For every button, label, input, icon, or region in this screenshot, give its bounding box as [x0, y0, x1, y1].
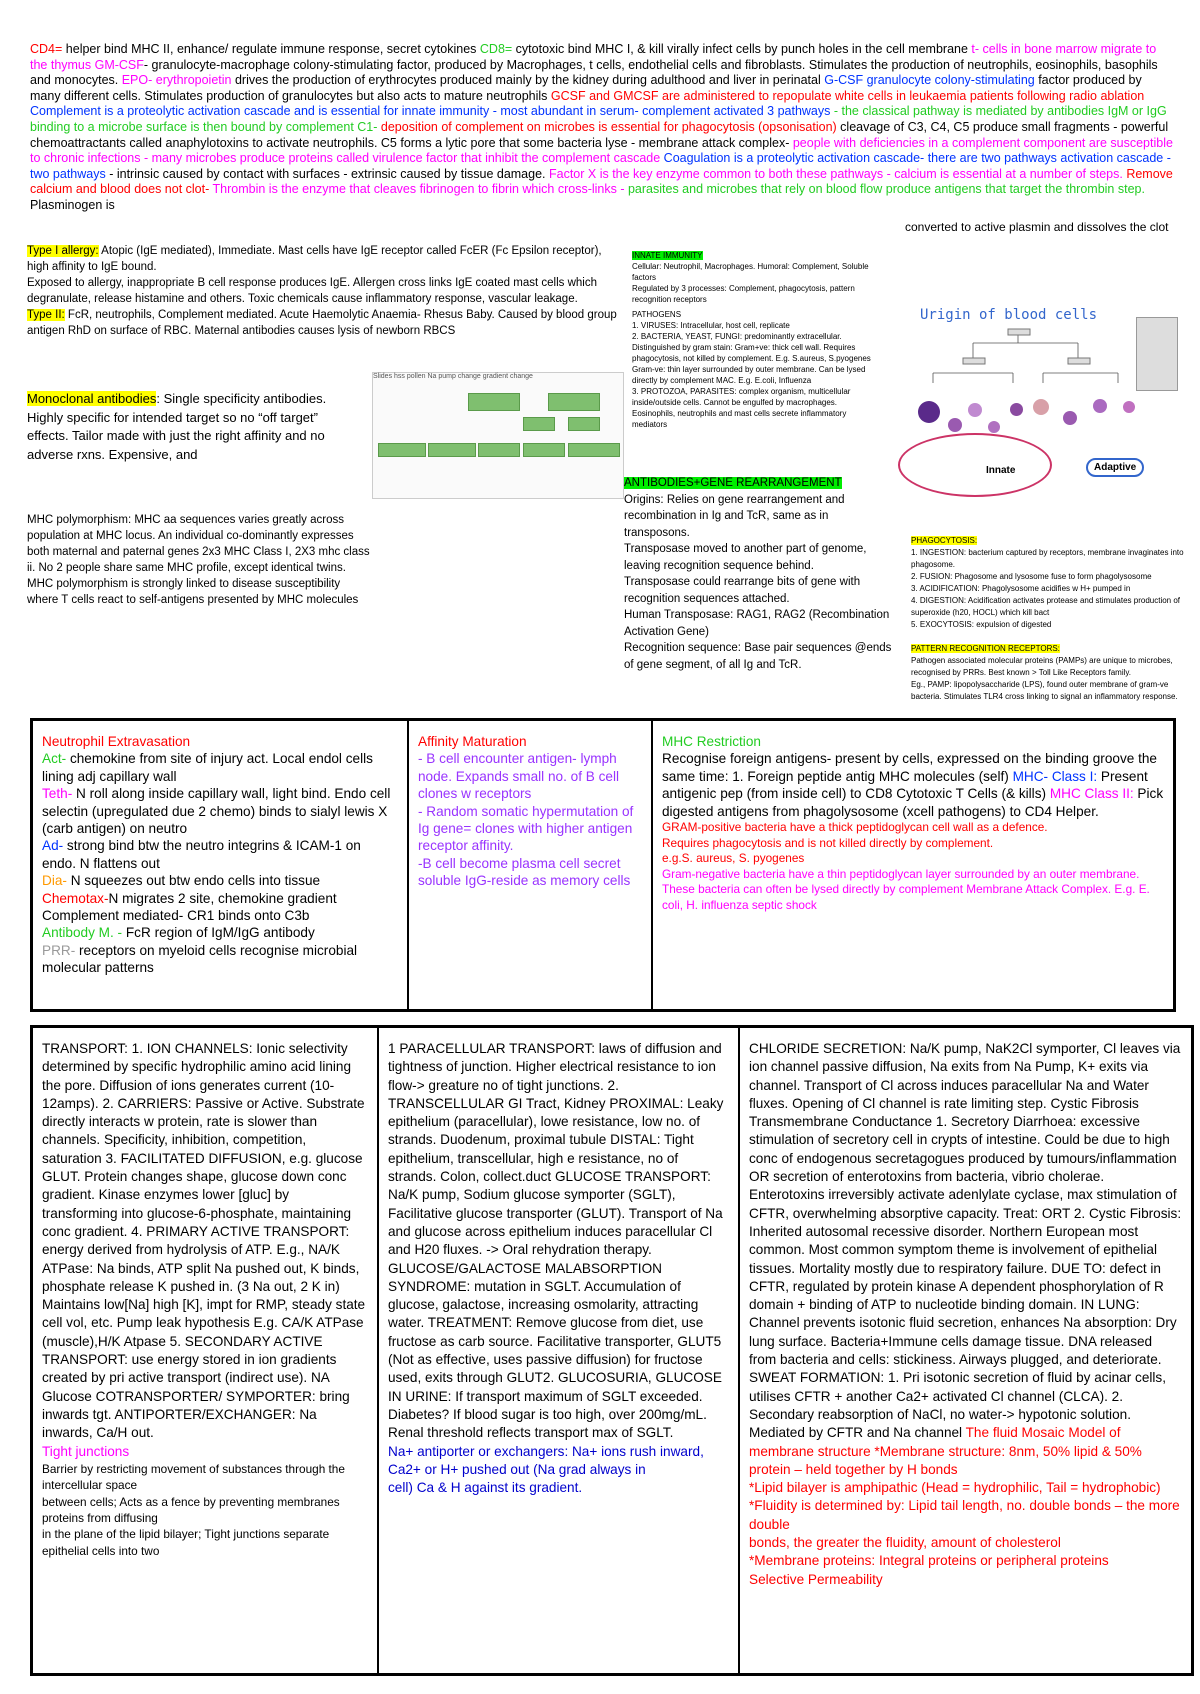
blood-cell — [1063, 411, 1077, 425]
innate-immunity: INNATE IMMUNITY Cellular: Neutrophil, Macrophages. Humoral: Complement, Soluble factors Regulated by 3 processes: Complement, phagocytosis, pattern recognition receptors PATHOGENS 1. VIRUSES: Intracellular, host cell, replicate 2. BACTERIA, YEAST, FUNGI: predominantly extracellular. Distinguished by gram stain: Gram+ve: thick cell wall. Requires phagocytosis, not killed by complement. E.g. S.aureus, S.pyogenes Gram-ve: thin layer surrounded by outer membrane. Can be lysed directly by complement MAC. E.g. E.coli, Influenza 3. PROTOZOA, PARASITES: complex organism, multicellular inside/outside cells. Cannot be engulfed by macrophages. Eosinophils, neutrophils and mast cells secrete inflammatory mediators — [632, 251, 871, 429]
phagocytosis-section: PHAGOCYTOSIS: 1. INGESTION: bacterium captured by receptors, membrane invaginates into phagosome. 2. FUSION: Phagosome and lysosome fuse to form phagolysosome 3. ACIDIFICATION: Phagolysosome acidifies w H+ pumped in 4. DIGESTION: Acidification activates protease and stimulates production of superoxide (h20, HOCL) which kill bact 5. EXOCYTOSIS: expulsion of digested PATTERN RECOGNITION RECEPTORS: Pathogen associated molecular proteins (PAMPs) are unique to microbes, recognised by PRRs. Best known > Toll Like Receptors family. Eg., PAMP: lipopolysaccharide (LPS), found outer membrane of gram-ve bacteria. Stimulates TLR4 cross linking to signal an inflammatory response. — [911, 536, 1184, 701]
diagram-caption: Slides hss pollen Na pump change gradient change — [373, 373, 533, 380]
tight-junctions-title: Tight junctions — [42, 1443, 130, 1459]
mhc-restriction-cell: MHC Restriction Recognise foreign antigens- present by cells, expressed on the binding groove the same time: 1. Foreign peptide antig MHC molecules (self) MHC- Class I: Present antigenic pep (from inside cell) to CD8 Cytotoxic T Cells (& kills) MHC Class II: Pick digested antigens from phagolysosome (xcell pathogens) to CD4 Helper. GRAM-positive bacteria have a thick peptidoglycan cell wall as a defence. Requires phagocytosis and is not killed directly by complement. e.g.S. aureus, S. pyogenes Gram-negative bacteria have a thin peptidoglycan layer surrounded by an outer membrane. These bacteria can often be lysed directly by complement Membrane Attack Complex. E.g. E. coli, H. influenza septic shock — [653, 721, 1176, 1009]
neutrophil-extravasation-cell: Neutrophil Extravasation Act- chemokine from site of injury act. Local endol cells lining adj capillary wall Teth- N roll along inside capillary wall, light bind. Endo cell selectin (upregulated due 2 chemo) binds to sialyl lewis X (carb antigen) on neutro Ad- strong bind btw the neutro integrins & ICAM-1 on endo. N flattens out Dia- N squeezes out btw endo cells into tissue Chemotax-N migrates 2 site, chemokine gradient Complement mediated- CR1 binds onto C3b Antibody M. - FcR region of IgM/IgG antibody PRR- receptors on myeloid cells recognise microbial molecular patterns — [33, 721, 409, 1009]
blood-cell — [948, 418, 962, 432]
blood-cell — [1093, 399, 1107, 413]
blood-cell — [1010, 403, 1023, 416]
affinity-title: Affinity Maturation — [418, 734, 527, 749]
immunology-table — [30, 718, 1176, 1012]
diagram-node — [378, 443, 426, 457]
blood-cells-figure — [898, 303, 1180, 503]
paracellular-cell: 1 PARACELLULAR TRANSPORT: laws of diffusion and tightness of junction. Higher electrical resistance to ion flow-> greature no of tight junctions. 2. TRANSCELLULAR GI Tract, Kidney PROXIMAL: Leaky epithelium (paracellular), lowe resistance, low no. of strands. Duodenum, proximal tubule DISTAL: Tight epithelium, transcellular, high e resistance, no of strands. Colon, collect.duct GLUCOSE TRANSPORT: Na/K pump, Sodium glucose symporter (SGLT), Facilitative glucose transporter (GLUT). Transport of Na and glucose across epithelium induces paracellular Cl and H20 fluxes. -> Oral rehydration therapy. GLUCOSE/GALACTOSE MALABSORPTION SYNDROME: mutation in SGLT. Accumulation of glucose, galactose, increasing osmolarity, attracting water. TREATMENT: Remove glucose from diet, use fructose as carb source. Facilitative transporter, GLUT5 (Not as effective, uses passive diffusion) for fructose used, exits through GLUT2. GLUCOSURIA, GLUCOSE IN URINE: If transport maximum of SGLT exceeded. Diabetes? If blood sugar is too high, over 200mg/mL. Renal threshold reflects transport max of SGLT. Na+ antiporter or exchangers: Na+ ions rush inward, Ca2+ or H+ pushed out (Na grad always in cell) Ca & H against its gradient. — [379, 1028, 740, 1673]
diagram-node — [428, 443, 476, 457]
prr-title: PATTERN RECOGNITION RECEPTORS: — [911, 644, 1060, 653]
diagram-thumbnail — [372, 372, 624, 499]
chloride-secretion-cell: CHLORIDE SECRETION: Na/K pump, NaK2Cl symporter, Cl leaves via ion channel passive diffusion, Na exits from Na Pump, K+ exits via channel. Transport of Cl across induces paracellular Na and Water fluxes. Opening of Cl channel is rate limiting step. Cystic Fibrosis Transmembrane Conductance 1. Secretory Diarrhoea: excessive stimulation of secretory cell in crypts of intestine. Could be due to high conc of endogenous secretagogues produced by tumours/inflammation OR secretion of enterotoxins from bacteria, vibrio cholerae. Enterotoxins irreversibly activate adenlylate cyclase, max stimulation of CFTR, overwhelming absorptive capacity. Treat: ORT 2. Cystic Fibrosis: Inherited autosomal recessive disorder. Northern European most common. Most common symptom theme is involvement of epithelial tissues. Mortality mostly due to respiratory failure. DUE TO: defect in CFTR, regulated by protein kinase A dependent phosphorylation of R domain + binding of ATP to nucleotide binding domain. IN LUNG: Channel prevents isotonic fluid secretion, enhances Na absorption: Dry lung surface. Bacteria+Immune cells damage tissue. DNA released from bacteria and cells: stickiness. Airways plugged, and deteriorate. SWEAT FORMATION: 1. Pri isotonic secretion of fluid by acinar cells, utilises CFTR + another Ca2+ activated Cl channel (CLCA). 2. Secondary reabsorption of NaCl, no water-> hypotonic solution. Mediated by CFTR and Na channel The fluid Mosaic Model of membrane structure *Membrane structure: 8nm, 50% lipid & 50% protein – held together by H bonds *Lipid bilayer is amphipathic (Head = hydrophilic, Tail = hydrophobic) *Fluidity is determined by: Lipid tail length, no. double bonds – the more double bonds, the greater the fluidity, amount of cholesterol *Membrane proteins: Integral proteins or peripheral proteins Selective Permeability — [749, 1041, 1182, 1587]
blood-cell — [1123, 401, 1135, 413]
type2-label: Type II: — [27, 309, 65, 321]
mhc-restriction-title: MHC Restriction — [662, 734, 761, 749]
innate-label: Innate — [986, 465, 1016, 476]
diagram-node — [568, 417, 600, 431]
diagram-node — [568, 443, 620, 457]
transport-table — [30, 1025, 1194, 1676]
diagram-node — [478, 443, 520, 457]
blood-cell — [1033, 399, 1049, 415]
monoclonal-section: Monoclonal antibodies: Single specificity antibodies. Highly specific for intended target so no “off target” effects. Tailor made with just the right affinity and no adverse rxns. Expensive, and — [27, 391, 327, 462]
antibodies-gene-rearrangement: ANTIBODIES+GENE REARRANGEMENT Origins: Relies on gene rearrangement and recombination in Ig and TcR, same as in transposons. Transposase moved to another part of genome, leaving recognition sequence behind. Transposase could rearrange bits of gene with recognition sequences attached. Human Transposase: RAG1, RAG2 (Recombination Activation Gene) Recognition sequence: Base pair sequences @ends of gene segment, of all Ig and TcR. — [624, 477, 892, 671]
innate-ellipse — [898, 433, 1052, 497]
diagram-node — [468, 393, 520, 411]
diagram-node — [548, 393, 600, 411]
cd4-label: CD4= — [30, 42, 63, 56]
transport-cell: TRANSPORT: 1. ION CHANNELS: Ionic selectivity determined by specific hydrophilic amino acid lining the pore. Diffusion of ions generates current (10-12amps). 2. CARRIERS: Passive or Active. Substrate directly interacts w protein, rate is slower than channels. Specificity, inhibition, competition, saturation 3. FACILITATED DIFFUSION, e.g. glucose GLUT. Protein changes shape, glucose down conc gradient. Kinase enzymes lower [gluc] by transforming into glucose-6-phosphate, maintaining conc gradient. 4. PRIMARY ACTIVE TRANSPORT: energy derived from hydrolysis of ATP. E.g., NA/K ATPase: Na binds, ATP split Na pushed out, K binds, phosphate release K pushed in. (3 Na out, 2 K in) Maintains low[Na] high [K], impt for RMP, steady state cell vol, etc. Pump leak hypothesis E.g. CA/K ATPase (muscle),H/K Atpase 5. SECONDARY ACTIVE TRANSPORT: use energy stored in ion gradients created by pri active transport (indirect use). NA Glucose COTRANSPORTER/ SYMPORTER: bring inwards tgt. ANTIPORTER/EXCHANGER: Na inwards, Ca/H out. Tight junctions Barrier by restricting movement of substances through the intercellular space between cells; Acts as a fence by preventing membranes proteins from diffusing in the plane of the lipid bilayer; Tight junctions separate epithelial cells into two — [33, 1028, 379, 1673]
blood-figure-title: Urigin of blood cells — [920, 307, 1098, 323]
type1-label: Type I allergy: — [27, 245, 99, 257]
phagocytosis-title: PHAGOCYTOSIS: — [911, 536, 978, 545]
neutrophil-title: Neutrophil Extravasation — [42, 734, 191, 749]
diagram-node — [523, 417, 555, 431]
figure-inset — [1136, 317, 1178, 391]
antibodies-title: ANTIBODIES+GENE REARRANGEMENT — [624, 477, 842, 489]
top-paragraph: CD4= helper bind MHC II, enhance/ regulate immune response, secret cytokines CD8= cytotoxic bind MHC I, & kill virally infect cells by punch holes in the cell membrane t- cells in bone marrow migrate to the thymus GM-CSF- granulocyte-macrophage colony-stimulating factor, produced by Macrophages, t cells, endothelial cells and fibroblasts. Stimulates the production of neutrophils, eosinophils, basophils and monocytes. EPO- erythropoietin drives the production of erythrocytes produced mainly by the kidney during adulthood and liver in perinatal G-CSF granulocyte colony-stimulating factor produced by many different cells. Stimulates production of granulocytes but also acts to mature neutrophils GCSF and GMCSF are administered to repopulate white cells in leukaemia patients following radio ablation Complement is a proteolytic activation cascade and is essential for innate immunity - most abundant in serum- complement activated 3 pathways - the classical pathway is mediated by antibodies IgM or IgG binding to a microbe surface is then bound by complement C1- deposition of complement on microbes is essential for phagocytosis (opsonisation) cleavage of C3, C4, C5 produce small fragments - powerful chemoattractants called anaphylotoxins to activate neutrophils. C5 forms a lytic pore that some bacteria lyse - membrane attack complex- people with deficiencies in a complement component are susceptible to chronic infections - many microbes produce proteins called virulence factor that inhibit the complement cascade Coagulation is a proteolytic activation cascade- there are two pathways activation cascade - two pathways - intrinsic caused by contact with surfaces - extrinsic caused by tissue damage. Factor X is the key enzyme common to both these pathways - calcium is essential at a number of steps. Remove calcium and blood does not clot- Thrombin is the enzyme that cleaves fibrinogen to fibrin which cross-links - parasites and microbes that rely on blood flow produce antigens that target the thrombin step. Plasminogen is — [30, 42, 1173, 212]
diagram-node — [523, 443, 565, 457]
monoclonal-label: Monoclonal antibodies — [27, 391, 157, 406]
allergy-section: Type I allergy: Atopic (IgE mediated), Immediate. Mast cells have IgE receptor called FcER (Fc Epsilon receptor), high affinity to IgE bound. Exposed to allergy, inappropriate B cell response produces IgE. Allergen cross links IgE coated mast cells which degranulate, release histamine and others. Toxic chemicals cause inflammatory response, vascular leakage. Type II: FcR, neutrophils, Complement mediated. Acute Haemolytic Anaemia- Rhesus Baby. Caused by blood group antigen RhD on surface of RBC. Maternal antibodies causes lysis of newborn RBCS — [27, 245, 617, 337]
blood-cell — [968, 403, 982, 417]
blood-cell — [918, 401, 940, 423]
innate-title: INNATE IMMUNITY — [632, 251, 703, 260]
blood-cell — [988, 421, 1000, 433]
plasminogen-note: converted to active plasmin and dissolves the clot — [905, 220, 1169, 234]
mhc-polymorphism: MHC polymorphism: MHC aa sequences varies greatly across population at MHC locus. An individual co-dominantly expresses both maternal and paternal genes 2x3 MHC Class I, 2X3 mhc class ii. No 2 people share same MHC profile, except identical twins. MHC polymorphism is strongly linked to disease susceptibility where T cells react to self-antigens presented by MHC molecules — [27, 514, 370, 606]
adaptive-label: Adaptive — [1086, 458, 1144, 477]
cd8-label: CD8= — [479, 42, 513, 56]
affinity-maturation-cell: Affinity Maturation - B cell encounter antigen- lymph node. Expands small no. of B cell clones w receptors - Random somatic hypermutation of Ig gene= clones with higher antigen receptor affinity. -B cell become plasma cell secret soluble IgG-reside as memory cells — [409, 721, 653, 1009]
